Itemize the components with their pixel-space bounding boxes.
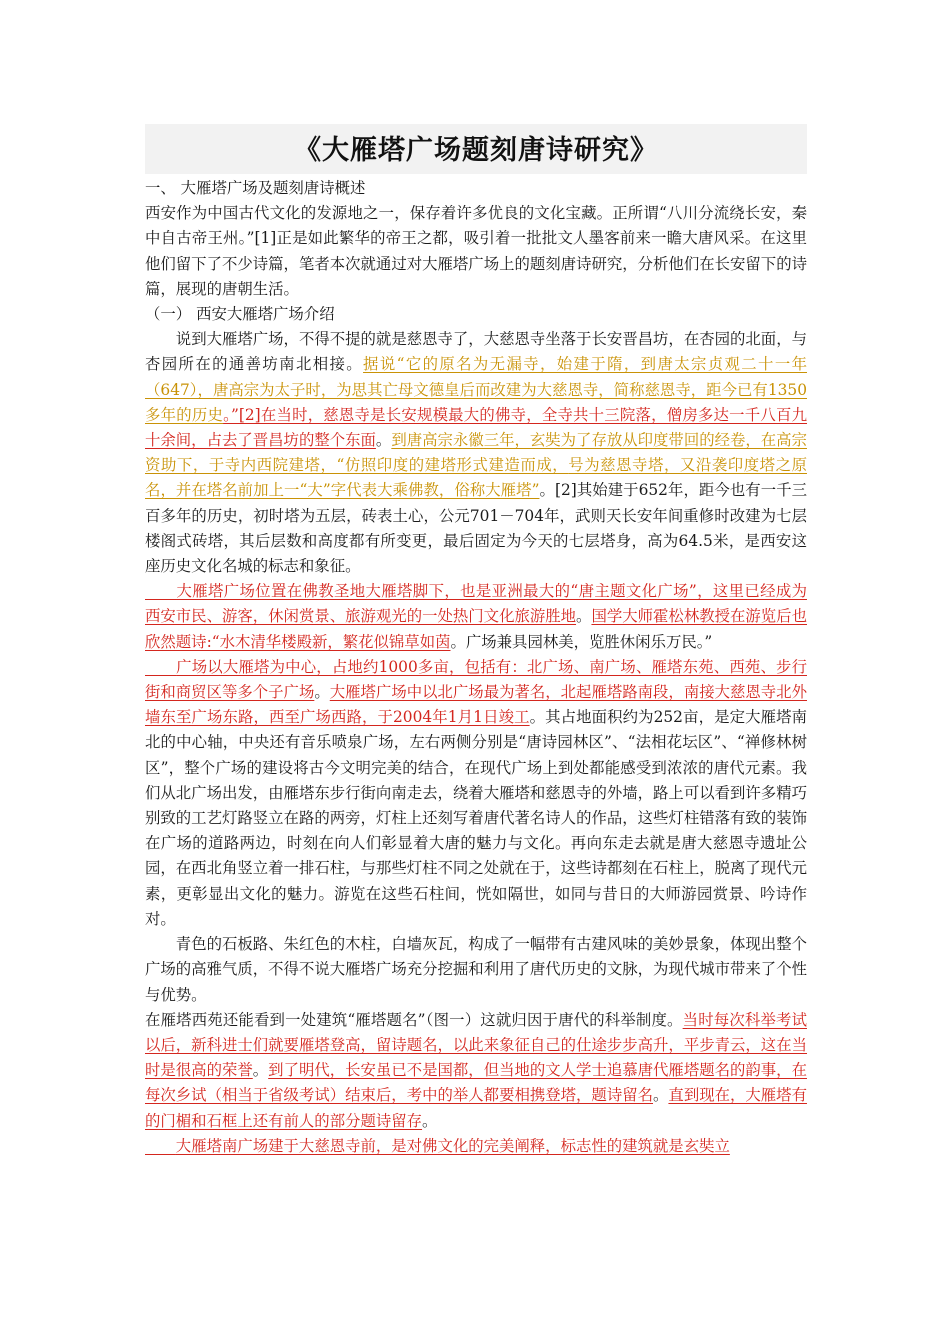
highlight-yellow: 号为慈恩寺塔，又沿袭印度塔之原名，并在塔名前加上一“大”字代表大乘佛教，俗称大雁塔” bbox=[145, 456, 807, 500]
text-span: 。广场兼具园林美，览胜休闲乐万民。” bbox=[450, 632, 713, 651]
paragraph-square-layout bbox=[145, 655, 807, 932]
paragraph-square-location bbox=[145, 579, 807, 655]
text-span: 在雁塔西苑还能看到一处建筑“雁塔题名”（图一）这就归因于唐代的科举制度。 bbox=[145, 1010, 683, 1029]
highlight-red: 。”[2]在当时，慈恩寺是长安规模最大的佛寺，全寺共十三院落，僧房多达一千八百九十余间，占去了晋昌坊的整个东面 bbox=[145, 405, 807, 450]
paragraph-south-square bbox=[145, 1134, 807, 1159]
text-span: 。 bbox=[375, 431, 392, 450]
page-title: 《大雁塔广场题刻唐诗研究》 bbox=[145, 124, 807, 174]
highlight-red: 国学大师霍松林教授在游览后也欣然题诗:“水木清华楼殿新，繁花似锦草如茵 bbox=[145, 607, 807, 651]
highlight-red: 到了明代，长安虽已不是国都，但当地的文人学士追慕唐代雁塔题名的韵事，在每次乡试（相当于省级考试）结束后，考中的举人都要相携登塔，题诗留名 bbox=[145, 1061, 807, 1105]
text-span: 说到大雁塔广场，不得不提的就是慈恩寺了，大慈恩寺坐落于长安晋昌坊，在杏园的北面，与杏园所在的通善坊南北相接。 bbox=[145, 330, 807, 374]
text-span: 。 bbox=[422, 1111, 438, 1130]
highlight-red: 大雁塔南广场建于大慈恩寺前，是对佛文化的完美阐释，标志性的建筑就是玄奘立 bbox=[175, 1136, 730, 1155]
highlight-yellow: 到唐高宗永徽三年，玄奘为了存放从印度带回的经卷，在高宗资助下，于寺内西院建塔，“仿照印度的建塔形式建造而成， bbox=[145, 431, 807, 475]
text-span: 。其占地面积约为252亩，是定大雁塔南北的中心轴，中央还有音乐喷泉广场，左右两侧分别是“唐诗园林区”、“法相花坛区”、“禅修林树区”，整个广场的建设将古今文明完美的结合，在现代广场上到处都能感受到浓浓的唐代元素。我们从北广场出发，由雁塔东步行街向南走去，绕着大雁塔和慈恩寺的外墙，路上可以看到许多精巧别致的工艺灯路竖立在路的两旁，灯柱上还刻写着唐代著名诗人的作品，这些灯柱错落有致的装饰在广场的道路两边，时刻在向人们彰显着大唐的魅力与文化。再向东走去就是唐大慈恩寺遗址公园，在西北角竖立着一排石柱，与那些灯柱不同之处就在于，这些诗都刻在石柱上，脱离了现代元素，更彰显出文化的魅力。游览在这些石柱间，恍如隔世，如同与昔日的大师游园赏景、吟诗作对。 bbox=[145, 708, 807, 928]
text-span: 。 bbox=[653, 1086, 669, 1105]
highlight-red: 广场以大雁塔为中心，占地约1000多亩，包括有：北广场、南广场、雁塔东苑、西苑、步行街和商贸区等多个子广场 bbox=[145, 657, 807, 702]
subsection-heading: （一） 西安大雁塔广场介绍 bbox=[145, 305, 335, 324]
document-body bbox=[145, 124, 807, 1159]
text-span: 。 bbox=[314, 683, 330, 702]
highlight-red: 直到现在，大雁塔有的门楣和石框上还有前人的部分题诗留存 bbox=[145, 1086, 807, 1130]
text-span: 。 bbox=[252, 1061, 269, 1080]
highlight-red: 当时每次科举考试以后，新科进士们就要雁塔登高，留诗题名，以此来象征自己的仕途步步高升，平步青云，这在当时是很高的荣誉 bbox=[145, 1010, 807, 1080]
highlight-yellow: 据说“它的原名为无漏寺，始建于隋，到唐太宗贞观二十一年（647），唐高宗为太子时，为思其亡母文德皇后而改建为大慈恩寺，简称慈恩寺，距今已有1350多年的历史 bbox=[145, 355, 807, 424]
section-heading: 一、 大雁塔广场及题刻唐诗概述 bbox=[145, 179, 366, 197]
highlight-red: 大雁塔广场位置在佛教圣地大雁塔脚下，也是亚洲最大的“唐主题文化广场”，这里已经成为西安市民、游客，休闲赏景、旅游观光的一处热门文化旅游胜地 bbox=[145, 582, 807, 626]
highlight-red: 大雁塔广场中以北广场最为著名，北起雁塔路南段，南接大慈恩寺北外墙东至广场东路，西至广场西路，于2004年1月1日竣工 bbox=[145, 683, 807, 727]
paragraph-scenery: 青色的石板路、朱红色的木柱，白墙灰瓦，构成了一幅带有古建风味的美妙景象，体现出整个广场的高雅气质，不得不说大雁塔广场充分挖掘和利用了唐代历史的文脉，为现代城市带来了个性与优势。 bbox=[145, 935, 807, 1004]
paragraph-cien-temple bbox=[145, 327, 807, 579]
text-span: 。 bbox=[576, 607, 592, 626]
paragraph-intro: 西安作为中国古代文化的发源地之一，保存着许多优良的文化宝藏。正所谓“八川分流绕长安，秦中自古帝王州。”[1]正是如此繁华的帝王之都，吸引着一批批文人墨客前来一瞻大唐风采。在这里他们留下了不少诗篇，笔者本次就通过对大雁塔广场上的题刻唐诗研究，分析他们在长安留下的诗篇，展现的唐朝生活。 bbox=[145, 204, 807, 298]
text-span: 。[2]其始建于652年，距今也有一千三百多年的历史，初时塔为五层，砖表土心，公元701－704年，武则天长安年间重修时改建为七层楼阁式砖塔，其后层数和高度都有所变更，最后固定为今天的七层塔身，高为64.5米，是西安这座历史文化名城的标志和象征。 bbox=[145, 481, 807, 576]
paragraph-inscription bbox=[145, 1008, 807, 1134]
